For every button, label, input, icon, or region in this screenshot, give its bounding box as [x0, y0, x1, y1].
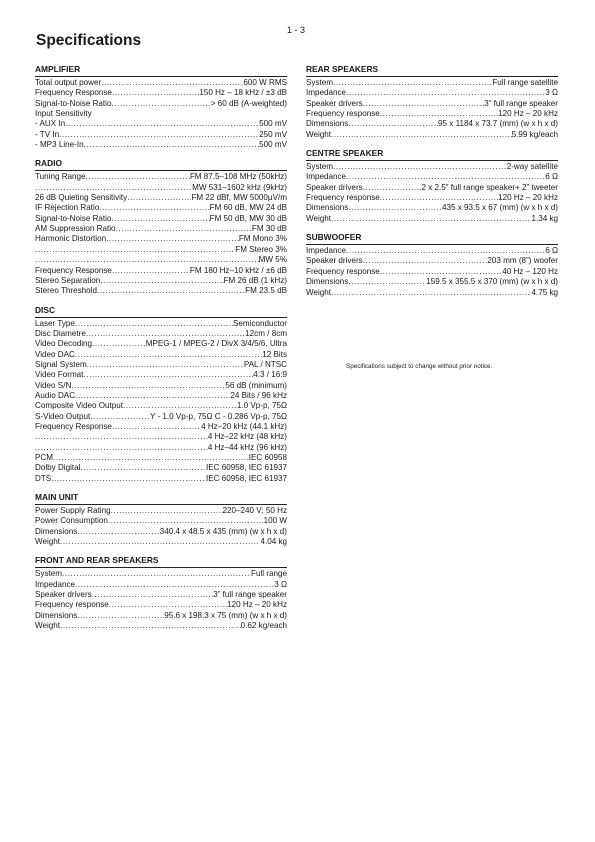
spec-value: IEC 60958 — [248, 453, 287, 462]
dot-leader — [51, 474, 206, 484]
spec-label: Weight — [306, 287, 332, 297]
dot-leader — [60, 621, 241, 631]
spec-value: FM 50 dB, MW 30 dB — [209, 213, 287, 223]
dot-leader — [348, 119, 438, 129]
spec-section-radio — [35, 158, 287, 296]
spec-section-centre-speaker — [306, 148, 558, 224]
spec-row — [35, 463, 287, 473]
spec-label: S-Video Output — [35, 411, 91, 421]
spec-value: 4 Hz–22 kHz (48 kHz) — [207, 432, 287, 442]
dot-leader — [62, 569, 251, 579]
spec-row — [306, 88, 558, 98]
spec-row — [35, 319, 287, 329]
spec-row — [306, 99, 558, 109]
spec-value: FM 30 dB — [251, 224, 287, 234]
spec-row — [306, 203, 558, 213]
spec-row — [35, 172, 287, 182]
dot-leader — [101, 78, 243, 88]
spec-row — [35, 401, 287, 411]
dot-leader — [77, 611, 164, 621]
spec-row — [35, 432, 287, 442]
spec-value: MW 5% — [258, 255, 287, 265]
spec-row — [35, 527, 287, 537]
spec-row — [35, 443, 287, 453]
spec-row — [306, 183, 558, 193]
spec-row — [35, 422, 287, 432]
spec-label: Speaker drivers — [306, 182, 363, 192]
spec-label: - MP3 Line-In — [35, 140, 84, 150]
left-column — [35, 64, 287, 639]
spec-label: DTS — [35, 473, 52, 483]
spec-value: 340.4 x 48.5 x 435 (mm) (w x h x d) — [159, 526, 287, 536]
spec-row — [306, 193, 558, 203]
dot-leader — [331, 130, 512, 140]
dot-leader — [35, 255, 259, 265]
spec-label: - TV In — [35, 129, 60, 139]
spec-label: Weight — [306, 213, 332, 223]
spec-row — [35, 329, 287, 339]
spec-value: FM Stereo 3% — [235, 244, 287, 254]
spec-value: 2-way satellite — [506, 162, 558, 172]
spec-value: 40 Hz – 120 Hz — [502, 266, 558, 276]
spec-label: Impedance — [35, 579, 76, 589]
section-heading: SUBWOOFER — [306, 232, 558, 245]
spec-value: 3” full range speaker — [484, 98, 558, 108]
spec-value: Semiconductor — [233, 318, 287, 328]
dot-leader — [331, 214, 531, 224]
spec-label: Impedance — [306, 172, 347, 182]
spec-value: 150 Hz – 18 kHz / ±3 dB — [199, 88, 287, 98]
dot-leader — [380, 267, 502, 277]
disclaimer-note: Specifications subject to change without prior notice. — [346, 363, 493, 370]
dot-leader — [380, 193, 498, 203]
spec-value: 5.99 kg/each — [511, 129, 558, 139]
spec-value: 3 Ω — [274, 579, 287, 589]
spec-row — [35, 99, 287, 109]
dot-leader — [84, 140, 260, 150]
spec-section-front-and-rear-speakers — [35, 555, 287, 631]
spec-label: Dimensions — [306, 119, 349, 129]
dot-leader — [108, 516, 264, 526]
dot-leader — [348, 203, 442, 213]
spec-row — [35, 140, 287, 150]
spec-row — [35, 88, 287, 98]
spec-value: 12cm / 8cm — [245, 328, 287, 338]
spec-row — [306, 288, 558, 298]
dot-leader — [92, 339, 146, 349]
spec-label: Impedance — [306, 88, 347, 98]
spec-subheading: Input Sensitivity — [35, 109, 92, 119]
spec-section-rear-speakers — [306, 64, 558, 140]
dot-leader — [363, 183, 422, 193]
spec-row — [35, 611, 287, 621]
spec-label: Signal System — [35, 359, 87, 369]
spec-row — [35, 453, 287, 463]
spec-row — [35, 381, 287, 391]
spec-value: FM 60 dB, MW 24 dB — [209, 203, 287, 213]
spec-label: IF Rejection Ratio — [35, 203, 100, 213]
dot-leader — [380, 109, 498, 119]
spec-row — [306, 130, 558, 140]
spec-row — [35, 286, 287, 296]
spec-value: 500 mV — [259, 140, 287, 150]
spec-row — [35, 350, 287, 360]
spec-row — [306, 214, 558, 224]
spec-label: Dimensions — [35, 526, 78, 536]
spec-value: FM 23.5 dB — [245, 286, 287, 296]
spec-row — [306, 246, 558, 256]
spec-label: Stereo Separation — [35, 275, 101, 285]
dot-leader — [106, 234, 239, 244]
dot-leader — [363, 99, 485, 109]
spec-value: 2 x 2.5” full range speaker+ 2” tweeter — [421, 182, 558, 192]
spec-label: Signal-to-Noise Ratio — [35, 98, 112, 108]
dot-leader — [35, 245, 235, 255]
spec-label: Power Consumption — [35, 516, 108, 526]
dot-leader — [112, 88, 199, 98]
spec-value: Full range satellite — [492, 78, 558, 87]
spec-value: PAL / NTSC — [243, 359, 287, 369]
spec-label: Frequency Response — [35, 421, 112, 431]
spec-row — [35, 339, 287, 349]
dot-leader — [123, 401, 237, 411]
spec-label: Harmonic Distortion — [35, 234, 107, 244]
spec-label: Laser Type — [35, 318, 75, 328]
spec-value: 120 Hz – 20 kHz — [498, 109, 558, 119]
spec-label: Dimensions — [35, 610, 78, 620]
spec-value: 4.04 kg — [260, 537, 287, 547]
spec-value: 0.62 kg/each — [240, 621, 287, 631]
spec-label: AM Suppression Ratio — [35, 224, 116, 234]
spec-row — [35, 234, 287, 244]
spec-row — [35, 516, 287, 526]
spec-label: Speaker drivers — [306, 98, 363, 108]
dot-leader — [363, 256, 488, 266]
spec-label: 26 dB Quieting Sensitivity — [35, 193, 128, 203]
spec-value: 6 Ω — [545, 172, 558, 182]
spec-row — [35, 119, 287, 129]
dot-leader — [83, 370, 253, 380]
spec-value: IEC 60958, IEC 61937 — [206, 463, 287, 473]
spec-row — [35, 569, 287, 579]
dot-leader — [75, 350, 262, 360]
dot-leader — [112, 422, 201, 432]
dot-leader — [111, 214, 209, 224]
spec-row — [35, 370, 287, 380]
spec-value: 500 mV — [259, 119, 287, 129]
spec-row — [35, 590, 287, 600]
spec-label: Signal-to-Noise Ratio — [35, 213, 112, 223]
spec-row — [35, 255, 287, 265]
spec-label: Power Supply Rating — [35, 506, 111, 516]
spec-row — [35, 203, 287, 213]
dot-leader — [86, 172, 190, 182]
spec-label: Weight — [35, 621, 61, 631]
spec-row — [306, 78, 558, 88]
dot-leader — [116, 224, 252, 234]
spec-value: 250 mV — [259, 129, 287, 139]
spec-value: 95 x 1184 x 73.7 (mm) (w x h x d) — [438, 119, 558, 129]
section-heading: CENTRE SPEAKER — [306, 148, 558, 161]
spec-row — [306, 267, 558, 277]
spec-label: Video S/N — [35, 380, 72, 390]
spec-value: 12 Bits — [262, 349, 287, 359]
spec-value: MPEG-1 / MPEG-2 / DivX 3/4/5/6, Ultra — [145, 339, 287, 349]
spec-value: 100 W — [263, 516, 287, 526]
spec-label: Dimensions — [306, 277, 349, 287]
spec-label: - AUX In — [35, 119, 66, 129]
dot-leader — [87, 360, 244, 370]
spec-row — [35, 580, 287, 590]
spec-value: 4.75 kg — [531, 287, 558, 297]
spec-value: 600 W RMS — [243, 78, 287, 87]
spec-row — [306, 172, 558, 182]
spec-value: 24 Bits / 96 kHz — [230, 390, 287, 400]
spec-section-disc — [35, 305, 287, 485]
spec-value: 4:3 / 16:9 — [253, 370, 287, 380]
spec-label: Weight — [306, 129, 332, 139]
spec-row — [306, 256, 558, 266]
section-heading: FRONT AND REAR SPEAKERS — [35, 555, 287, 568]
page-number: 1 - 3 — [287, 25, 306, 35]
spec-label: System — [306, 78, 333, 87]
spec-row — [35, 600, 287, 610]
spec-label: Dolby Digital — [35, 463, 81, 473]
spec-label: Audio DAC — [35, 390, 76, 400]
spec-value: > 60 dB (A-weighted) — [210, 98, 287, 108]
section-heading: MAIN UNIT — [35, 492, 287, 505]
spec-row — [35, 506, 287, 516]
dot-leader — [348, 277, 426, 287]
spec-label: System — [306, 162, 333, 172]
section-heading: AMPLIFIER — [35, 64, 287, 77]
dot-leader — [60, 537, 260, 547]
spec-section-subwoofer — [306, 232, 558, 298]
spec-value: 95.6 x 198.3 x 75 (mm) (w x h x d) — [164, 610, 287, 620]
spec-label: Disc Diametre — [35, 328, 86, 338]
spec-label: Video DAC — [35, 349, 75, 359]
spec-label: PCM — [35, 453, 53, 462]
section-heading: DISC — [35, 305, 287, 318]
dot-leader — [346, 172, 545, 182]
spec-value: 203 mm (8”) woofer — [487, 256, 558, 266]
spec-label: Tuning Range — [35, 172, 86, 182]
dot-leader — [59, 130, 259, 140]
spec-label: System — [35, 569, 62, 579]
spec-row — [35, 360, 287, 370]
spec-row — [35, 276, 287, 286]
spec-value: 4 Hz–44 kHz (96 kHz) — [207, 442, 287, 452]
dot-leader — [75, 319, 233, 329]
spec-value: FM Mono 3% — [238, 234, 287, 244]
spec-row — [35, 130, 287, 140]
dot-leader — [65, 119, 259, 129]
spec-value: FM 180 Hz–10 kHz / ±6 dB — [189, 265, 287, 275]
dot-leader — [100, 276, 223, 286]
spec-value: 3 Ω — [545, 88, 558, 98]
spec-label: Frequency Response — [35, 88, 112, 98]
spec-value: 1.0 Vp-p, 75Ω — [236, 401, 287, 411]
spec-label: Frequency response — [306, 109, 380, 119]
spec-label: Stereo Threshold — [35, 286, 97, 296]
spec-row — [35, 621, 287, 631]
spec-label: Speaker drivers — [35, 590, 92, 600]
spec-value: 4 Hz–20 kHz (44.1 kHz) — [201, 421, 287, 431]
spec-label: Composite Video Output — [35, 401, 124, 411]
spec-label: Impedance — [306, 246, 347, 256]
dot-leader — [346, 88, 545, 98]
spec-row — [35, 412, 287, 422]
dot-leader — [333, 162, 507, 172]
spec-label: Video Decoding — [35, 339, 92, 349]
spec-row — [306, 277, 558, 287]
spec-label: Dimensions — [306, 203, 349, 213]
spec-value: 220–240 V; 50 Hz — [222, 506, 287, 516]
dot-leader — [109, 600, 227, 610]
spec-label: Frequency response — [306, 193, 380, 203]
dot-leader — [80, 463, 206, 473]
spec-value: 1.34 kg — [531, 213, 558, 223]
dot-leader — [75, 580, 274, 590]
dot-leader — [35, 183, 192, 193]
spec-row — [35, 193, 287, 203]
dot-leader — [127, 193, 191, 203]
dot-leader — [346, 246, 545, 256]
spec-value: 120 Hz – 20 kHz — [227, 600, 287, 610]
spec-value: MW 531–1602 kHz (9kHz) — [192, 182, 287, 192]
dot-leader — [111, 99, 210, 109]
spec-row — [306, 162, 558, 172]
spec-label: Frequency response — [35, 600, 109, 610]
dot-leader — [35, 443, 208, 453]
dot-leader — [75, 391, 230, 401]
spec-row — [35, 266, 287, 276]
spec-section-amplifier — [35, 64, 287, 150]
spec-label: Frequency response — [306, 266, 380, 276]
spec-row — [306, 119, 558, 129]
right-column — [306, 64, 558, 306]
spec-section-main-unit — [35, 492, 287, 547]
spec-row — [35, 537, 287, 547]
spec-row — [35, 224, 287, 234]
spec-value: 56 dB (minimum) — [225, 380, 287, 390]
dot-leader — [71, 381, 225, 391]
spec-value: FM 87.5–108 MHz (50kHz) — [189, 172, 287, 182]
spec-value: 435 x 93.5 x 67 (mm) (w x h x d) — [441, 203, 558, 213]
spec-row — [306, 109, 558, 119]
spec-value: Y - 1.0 Vp-p, 75Ω C - 0.286 Vp-p, 75Ω — [149, 411, 287, 421]
spec-value: 159.5 x 355.5 x 370 (mm) (w x h x d) — [426, 277, 558, 287]
spec-value: FM 26 dB (1 kHz) — [223, 275, 287, 285]
dot-leader — [99, 203, 209, 213]
spec-value: 120 Hz – 20 kHz — [498, 193, 558, 203]
spec-value: 3” full range speaker — [213, 590, 287, 600]
dot-leader — [111, 506, 223, 516]
spec-value: 6 Ω — [545, 246, 558, 256]
spec-label: Total output power — [35, 78, 102, 87]
spec-row — [35, 245, 287, 255]
dot-leader — [331, 288, 531, 298]
dot-leader — [77, 527, 159, 537]
spec-row — [35, 183, 287, 193]
spec-value: FM 22 dBf, MW 5000μV/m — [191, 193, 287, 203]
dot-leader — [53, 453, 249, 463]
spec-label: Video Format — [35, 370, 84, 380]
spec-label: Speaker drivers — [306, 256, 363, 266]
spec-label: Weight — [35, 537, 61, 547]
spec-value: IEC 60958, IEC 61937 — [206, 473, 287, 483]
spec-label: Frequency Response — [35, 265, 112, 275]
dot-leader — [112, 266, 190, 276]
dot-leader — [97, 286, 245, 296]
spec-row — [35, 78, 287, 88]
section-heading: REAR SPEAKERS — [306, 64, 558, 77]
spec-row — [35, 214, 287, 224]
spec-row — [35, 391, 287, 401]
dot-leader — [333, 78, 492, 88]
dot-leader — [86, 329, 245, 339]
spec-value: Full range — [251, 569, 287, 579]
dot-leader — [35, 432, 208, 442]
dot-leader — [92, 590, 214, 600]
spec-row — [35, 474, 287, 484]
section-heading: RADIO — [35, 158, 287, 171]
page-title: Specifications — [36, 32, 142, 49]
dot-leader — [90, 412, 150, 422]
